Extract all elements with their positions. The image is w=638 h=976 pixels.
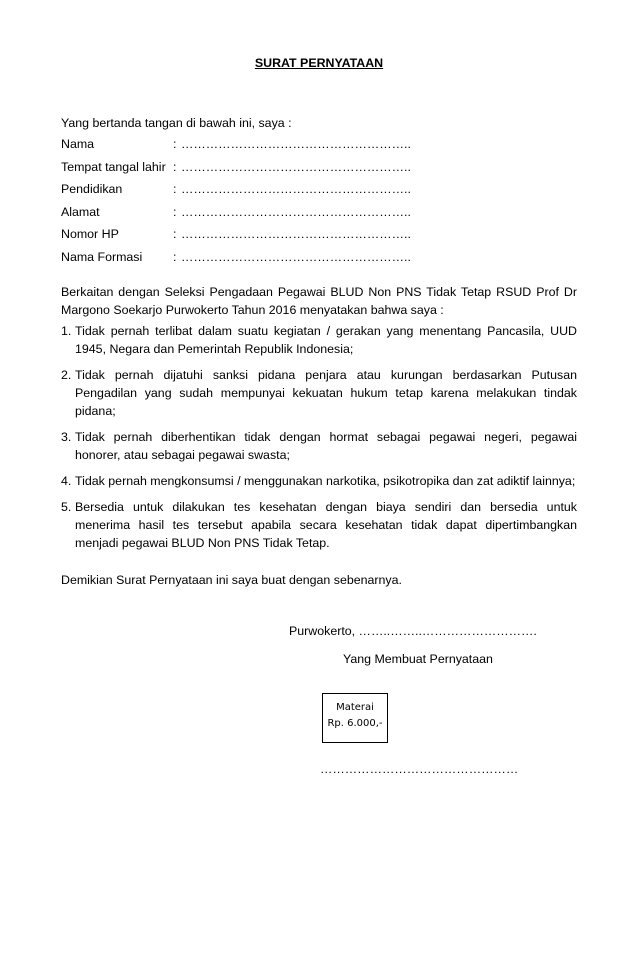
document-title: SURAT PERNYATAAN bbox=[254, 56, 384, 70]
list-number: 1. bbox=[61, 324, 72, 338]
signer-role: Yang Membuat Pernyataan bbox=[343, 652, 493, 666]
list-number: 5. bbox=[61, 500, 72, 514]
stamp-label: Materai bbox=[336, 702, 374, 713]
field-dots: ……………………………………………….. bbox=[181, 137, 411, 152]
stamp-duty-box bbox=[322, 693, 388, 743]
field-row-pendidikan bbox=[61, 178, 581, 201]
field-colon: : bbox=[173, 227, 177, 242]
field-colon: : bbox=[173, 137, 177, 152]
field-label: Alamat bbox=[61, 204, 100, 219]
field-dots: ……………………………………………….. bbox=[181, 159, 411, 174]
field-label: Nama bbox=[61, 137, 95, 152]
field-dots: ……………………………………………….. bbox=[181, 227, 411, 242]
field-dots: ……………………………………………….. bbox=[181, 204, 411, 219]
field-dots: ……………………………………………….. bbox=[181, 249, 411, 264]
list-number: 2. bbox=[61, 368, 72, 382]
field-label: Pendidikan bbox=[61, 182, 123, 197]
signature-name-line: ………………………………………… bbox=[320, 762, 519, 776]
statement-list bbox=[61, 322, 577, 560]
field-row-nama-formasi bbox=[61, 246, 581, 269]
list-text: Tidak pernah terlibat dalam suatu kegiatan / gerakan yang menentang Pancasila, UUD 1945, Negara dan Pemerintah Republik Indonesia; bbox=[75, 324, 577, 356]
list-number: 3. bbox=[61, 430, 72, 444]
list-number: 4. bbox=[61, 474, 72, 488]
field-colon: : bbox=[173, 204, 177, 219]
field-label: Tempat tangal lahir bbox=[61, 159, 166, 174]
field-colon: : bbox=[173, 249, 177, 264]
list-item bbox=[61, 366, 577, 420]
context-paragraph: Berkaitan dengan Seleksi Pengadaan Pegawai BLUD Non PNS Tidak Tetap RSUD Prof Dr Margono Soekarjo Purwokerto Tahun 2016 menyatakan bahwa saya : bbox=[61, 285, 577, 317]
list-text: Bersedia untuk dilakukan tes kesehatan dengan biaya sendiri dan bersedia untuk menerima hasil tes tersebut apabila secara kesehatan tidak dapat dipertimbangkan menjadi pegawai BLUD Non PNS Tidak Tetap. bbox=[75, 500, 577, 550]
list-item bbox=[61, 428, 577, 464]
list-text: Tidak pernah mengkonsumsi / menggunakan narkotika, psikotropika dan zat adiktif lainnya; bbox=[75, 474, 576, 488]
field-label: Nomor HP bbox=[61, 227, 119, 242]
list-text: Tidak pernah diberhentikan tidak dengan hormat sebagai pegawai negeri, pegawai honorer, atau sebagai pegawai swasta; bbox=[75, 430, 577, 462]
list-item bbox=[61, 498, 577, 552]
field-row-tempat-tanggal-lahir bbox=[61, 156, 581, 179]
list-item bbox=[61, 322, 577, 358]
list-text: Tidak pernah dijatuhi sanksi pidana penjara atau kurungan berdasarkan Putusan Pengadilan yang sudah mempunyai kekuatan hukum tetap karena melakukan tindak pidana; bbox=[75, 368, 577, 418]
field-row-nama bbox=[61, 133, 581, 156]
closing-paragraph: Demikian Surat Pernyataan ini saya buat dengan sebenarnya. bbox=[61, 573, 402, 587]
identity-fields bbox=[61, 133, 581, 268]
field-dots: ……………………………………………….. bbox=[181, 182, 411, 197]
field-row-nomor-hp bbox=[61, 223, 581, 246]
list-item bbox=[61, 472, 577, 490]
intro-text: Yang bertanda tangan di bawah ini, saya : bbox=[61, 116, 292, 130]
field-label: Nama Formasi bbox=[61, 249, 143, 264]
place-date-line: Purwokerto, ……..……..………………………. bbox=[289, 624, 537, 638]
field-colon: : bbox=[173, 182, 177, 197]
field-row-alamat bbox=[61, 201, 581, 224]
field-colon: : bbox=[173, 159, 177, 174]
stamp-amount: Rp. 6.000,- bbox=[327, 718, 383, 729]
